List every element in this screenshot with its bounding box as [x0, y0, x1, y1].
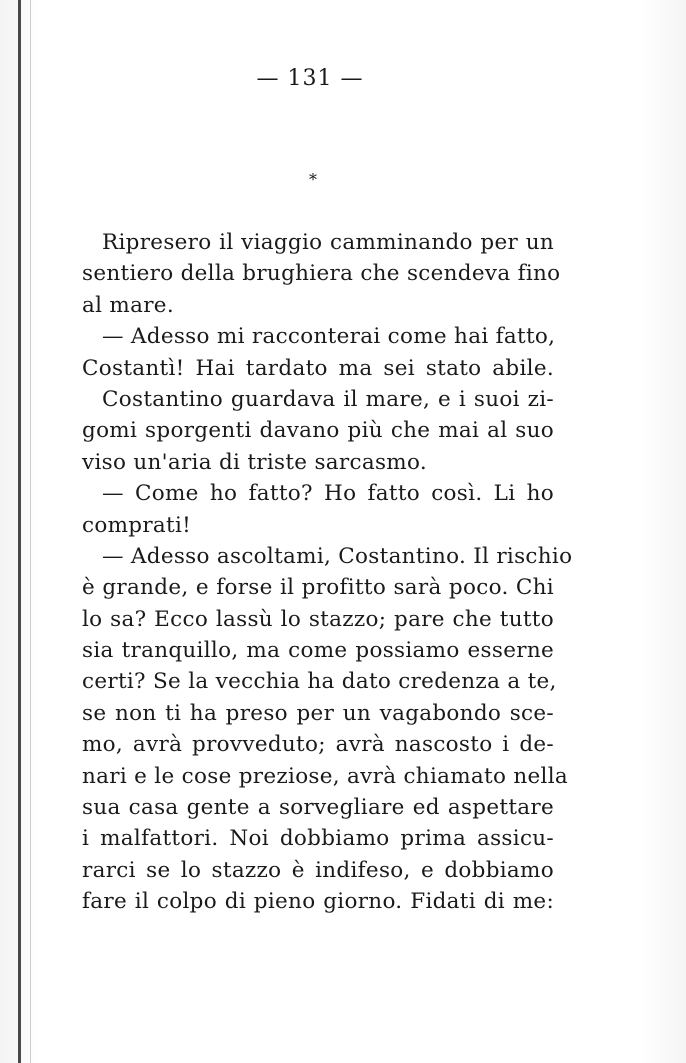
text-line: al mare.	[82, 292, 174, 318]
text-line: gomi sporgenti davano più che mai al suo	[82, 418, 554, 444]
text-line: mo, avrà provveduto; avrà nascosto i de-	[82, 732, 554, 758]
text-line: sia tranquillo, ma come possiamo esserne	[82, 638, 554, 664]
text-line: certi? Se la vecchia ha dato credenza a te,	[82, 669, 557, 695]
text-line: se non ti ha preso per un vagabondo sce-	[82, 700, 554, 726]
text-line: Costantino guardava il mare, e i suoi zi-	[102, 386, 554, 412]
text-line: sua casa gente a sorvegliare ed aspettare	[82, 795, 554, 821]
binding-edge	[18, 0, 21, 1063]
text-line: — Adesso mi racconterai come hai fatto,	[102, 324, 556, 350]
text-line: viso un'aria di triste sarcasmo.	[82, 449, 427, 475]
text-line: è grande, e forse il profitto sarà poco. Chi	[82, 575, 554, 601]
text-line: fare il colpo di pieno giorno. Fidati di me:	[82, 889, 554, 915]
text-line: — Adesso ascoltami, Costantino. Il rischio	[102, 543, 573, 569]
text-line: i malfattori. Noi dobbiamo prima assicu-	[82, 826, 554, 852]
section-separator: *	[309, 170, 317, 189]
page-number: — 131 —	[256, 66, 364, 91]
text-line: Costantì! Hai tardato ma sei stato abile.	[82, 355, 554, 381]
text-line: nari e le cose preziose, avrà chiamato nella	[82, 763, 568, 789]
text-line: lo sa? Ecco lassù lo stazzo; pare che tutto	[82, 606, 554, 632]
text-line: sentiero della brughiera che scendeva fino	[82, 261, 561, 287]
text-line: — Come ho fatto? Ho fatto così. Li ho	[102, 481, 554, 507]
text-line: comprati!	[82, 512, 192, 538]
body-text	[82, 227, 573, 918]
text-line: Ripresero il viaggio camminando per un	[102, 230, 554, 255]
binding-shadow	[30, 0, 31, 1063]
text-line: rarci se lo stazzo è indifeso, e dobbiamo	[82, 857, 554, 883]
